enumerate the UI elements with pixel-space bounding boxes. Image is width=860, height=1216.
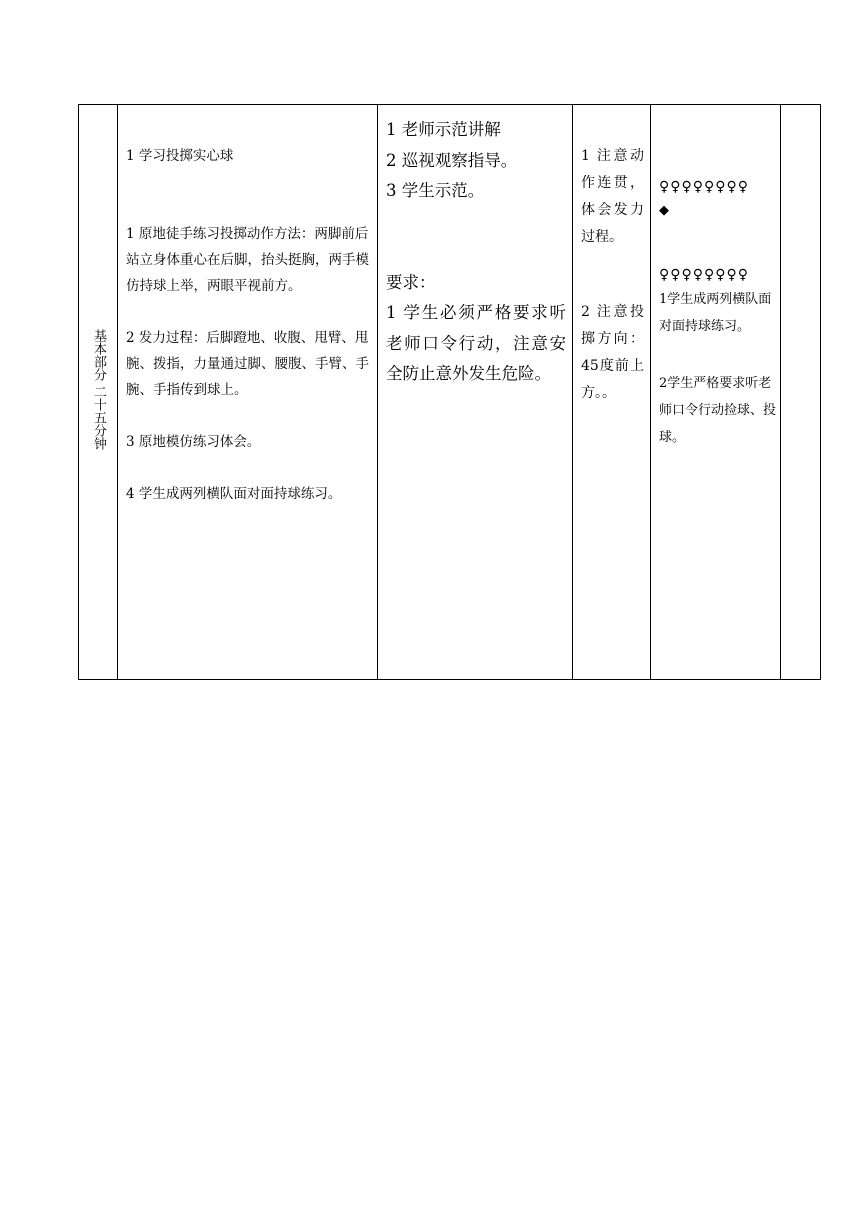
requirement-text: 1 学生必须严格要求听老师口令行动，注意安全防止意外发生危险。 — [386, 303, 566, 383]
content-cell — [118, 105, 378, 680]
spacer — [126, 299, 373, 325]
notes-cell — [573, 105, 651, 680]
content-title: 1 学习投掷实心球 — [126, 148, 234, 164]
content-step-2: 2 发力过程：后脚蹬地、收腹、甩臂、甩腕、拨指，力量通过脚、腰腹、手臂、手腕、手指传到球上。 — [126, 330, 369, 398]
teacher-cell — [378, 105, 573, 680]
phase-cell — [79, 105, 118, 680]
spacer — [386, 237, 566, 268]
blank-cell — [781, 105, 821, 680]
spacer — [659, 340, 776, 370]
spacer — [126, 195, 373, 221]
spacer — [386, 207, 566, 238]
spacer — [126, 403, 373, 429]
lesson-plan-table — [78, 104, 821, 680]
spacer — [581, 251, 644, 299]
spacer — [126, 455, 373, 481]
spacer — [659, 224, 776, 264]
student-row-2: ♀♀♀♀♀♀♀♀ — [659, 267, 750, 283]
teacher-position-icon: ◆ — [659, 203, 669, 218]
organization-cell — [651, 105, 781, 680]
note-2: 2 注意投掷方向：45度前上方。。 — [581, 304, 644, 401]
organization-text-1: 1学生成两列横队面对面持球练习。 — [659, 292, 772, 334]
content-step-3: 3 原地模仿练习体会。 — [126, 434, 261, 450]
note-1: 1 注意动作连贯，体会发力过程。 — [581, 148, 644, 245]
content-step-4: 4 学生成两列横队面对面持球练习。 — [126, 486, 342, 502]
teacher-line-1: 1 老师示范讲解 — [386, 120, 501, 139]
organization-text-2: 2学生严格要求听老师口令行动捡球、投球。 — [659, 376, 777, 445]
student-row-1: ♀♀♀♀♀♀♀♀ — [659, 179, 750, 195]
spacer — [126, 169, 373, 195]
content-step-1: 1 原地徒手练习投掷动作方法：两脚前后站立身体重心在后脚，抬头挺胸，两手模仿持球上举，两眼平视前方。 — [126, 226, 369, 294]
phase-label: 基本部分 二十五分钟 — [91, 329, 106, 451]
teacher-line-3: 3 学生示范。 — [386, 181, 485, 200]
teacher-line-2: 2 巡视观察指导。 — [386, 150, 518, 170]
table-row — [79, 105, 821, 680]
requirement-label: 要求： — [386, 272, 436, 292]
